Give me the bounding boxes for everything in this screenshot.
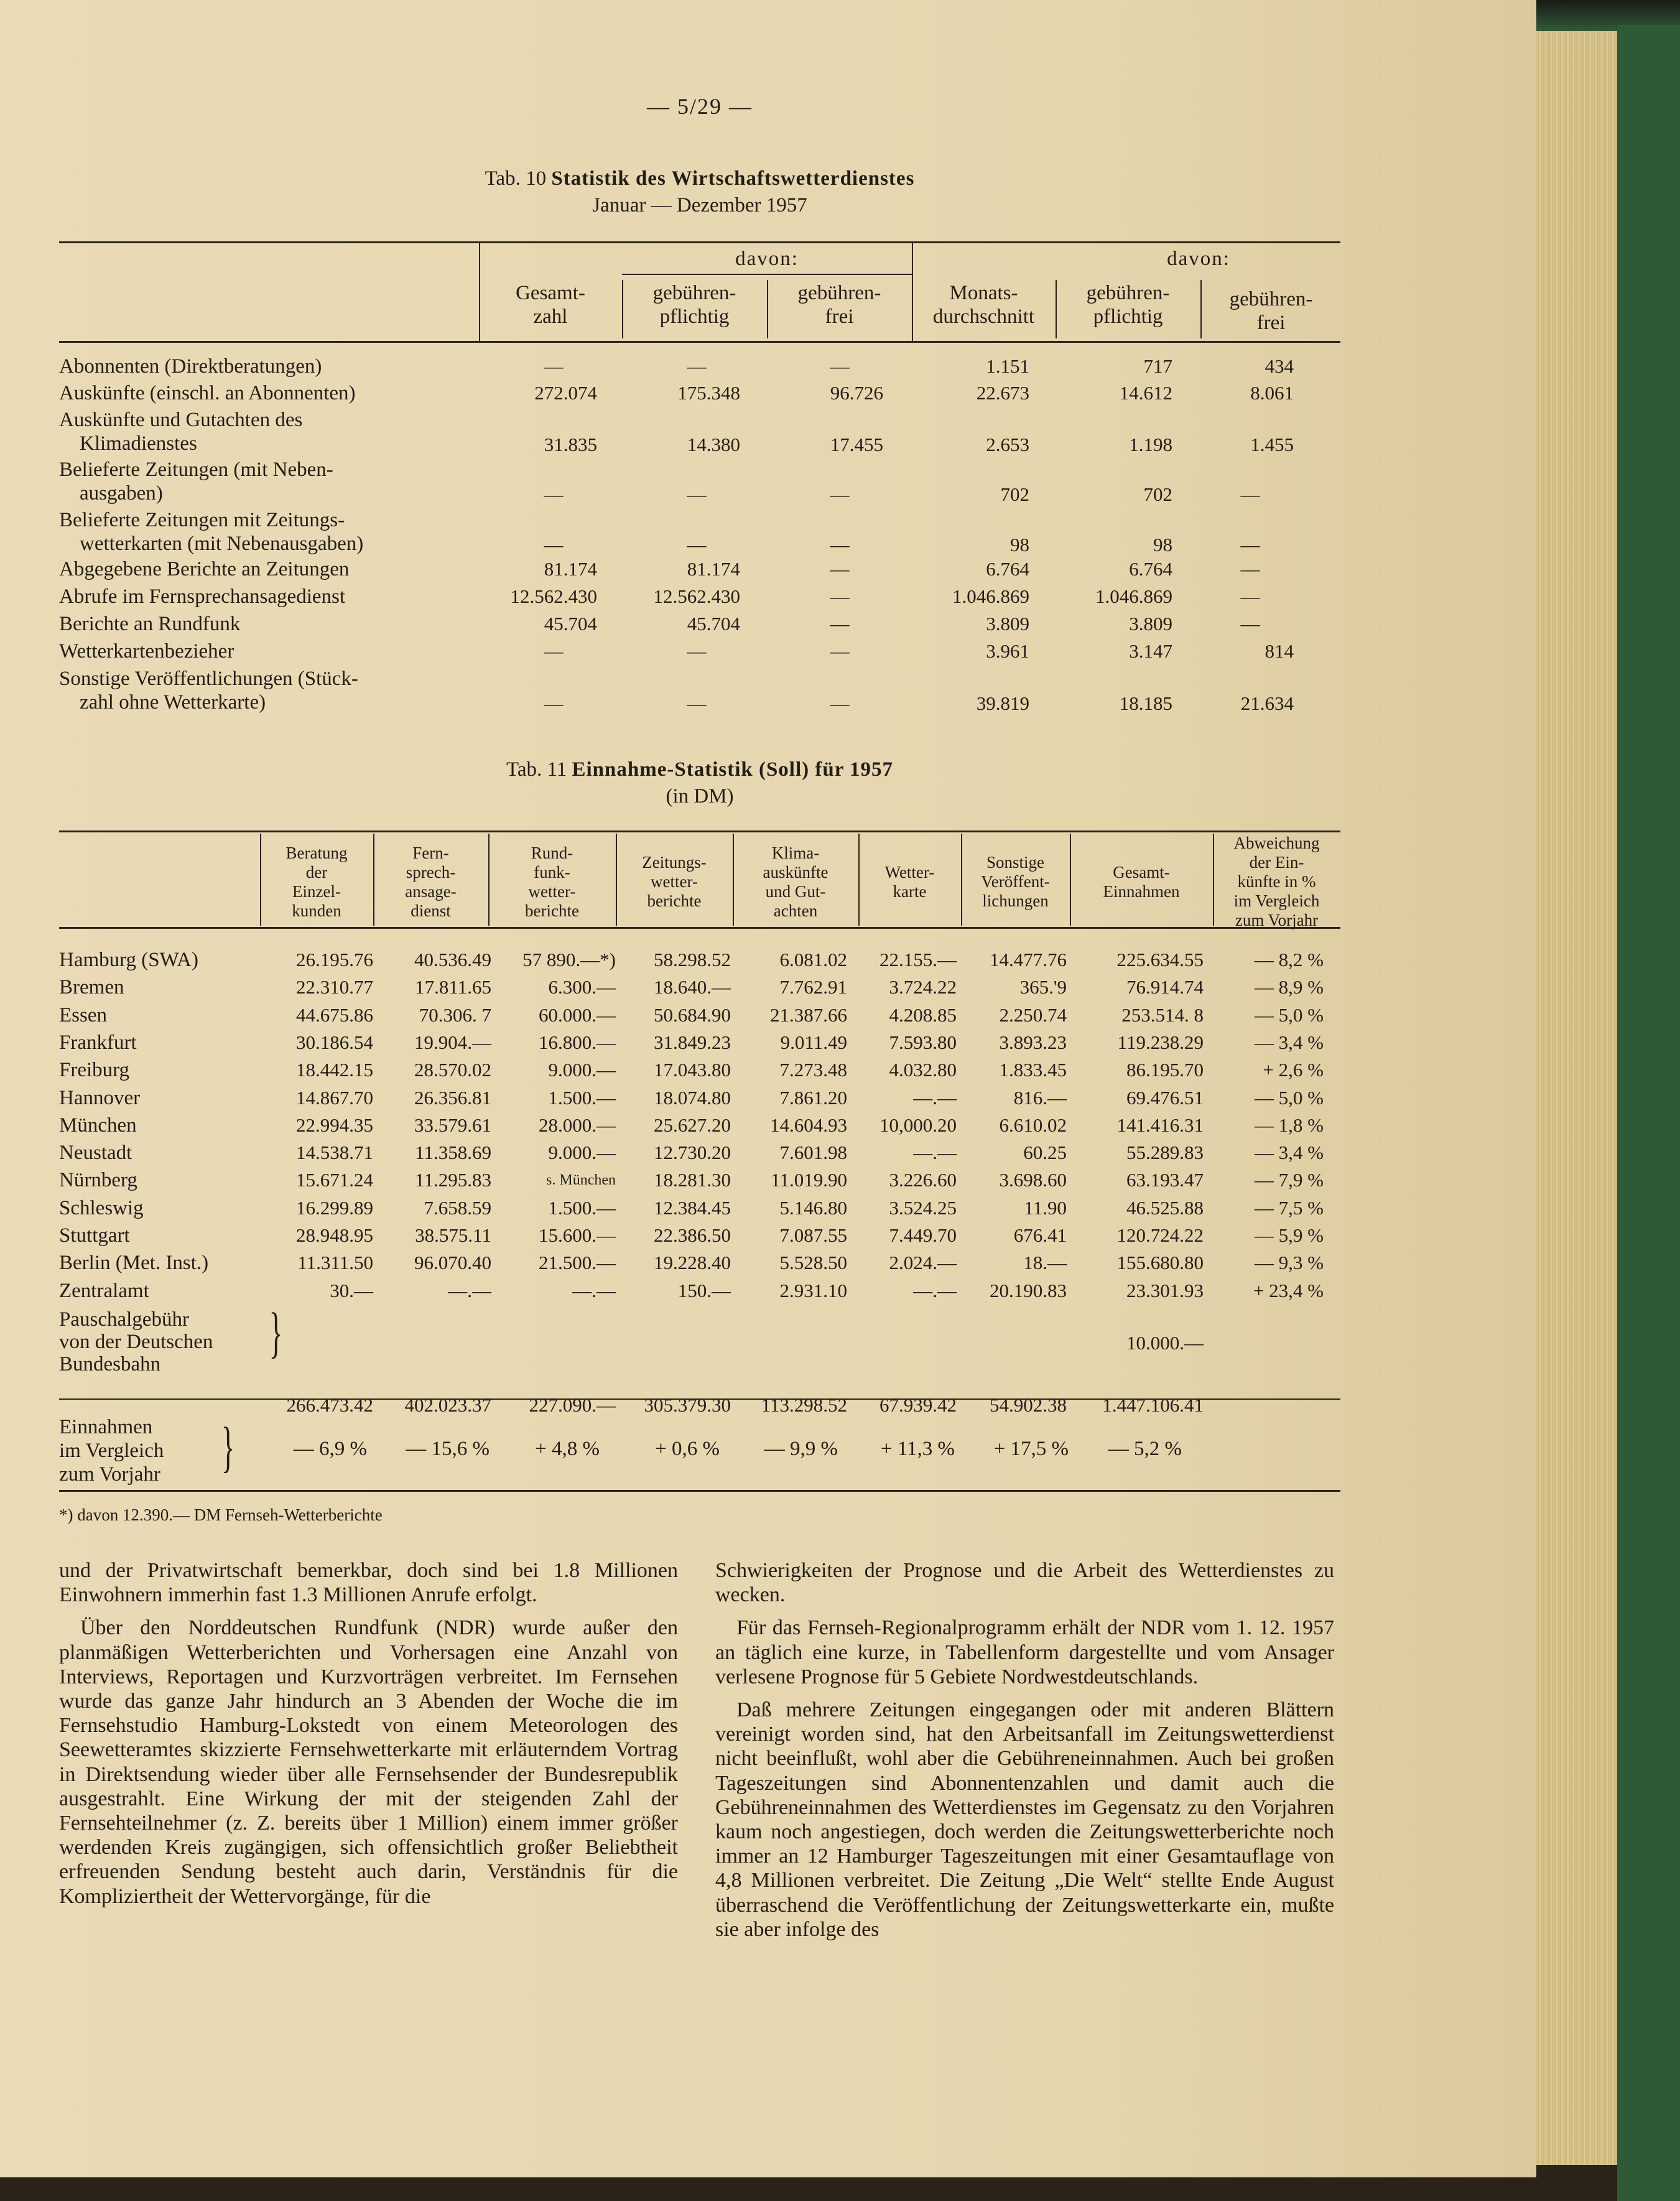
t11-compare-cell: — 9,9 % — [764, 1438, 838, 1460]
t11-cell: — 1,8 % — [1254, 1114, 1324, 1136]
t11-cell: 11.295.83 — [415, 1169, 491, 1191]
t11-total-cell: 54.902.38 — [990, 1394, 1067, 1416]
table11-total-rule — [59, 1398, 1340, 1400]
t11-total-cell: 1.447.106.41 — [1102, 1394, 1204, 1416]
t11-cell: 14.477.76 — [990, 949, 1067, 970]
t11-compare-cell: + 4,8 % — [535, 1438, 600, 1460]
t11-col-header: Klima- auskünfte und Gut- achten — [763, 843, 828, 920]
t10-davon-rule — [622, 274, 912, 275]
t10-cell: — — [544, 692, 564, 714]
t11-cell: 9.011.49 — [780, 1031, 847, 1053]
t10-cell: — — [544, 483, 564, 505]
t11-compare-label: Einnahmen — [59, 1416, 153, 1438]
t11-cell: —.— — [572, 1279, 616, 1301]
t10-cell: — — [1240, 534, 1260, 556]
t11-cell: 20.190.83 — [990, 1279, 1067, 1301]
t11-cell: 16.299.89 — [296, 1196, 373, 1219]
t11-cell: 11.311.50 — [297, 1252, 373, 1274]
t10-cell: 22.673 — [976, 382, 1029, 404]
t11-cell: 9.000.— — [548, 1059, 616, 1081]
brace-icon: } — [269, 1302, 283, 1364]
t11-pauschal-label: von der Deutschen — [59, 1331, 213, 1353]
t11-col-header: Gesamt- Einnahmen — [1103, 862, 1180, 901]
t10-cell: 175.348 — [677, 382, 740, 404]
t10-row-label: Sonstige Veröffentlichungen (Stück- zahl ohne Wetterkarte) — [59, 668, 358, 714]
t11-cell: 22.310.77 — [296, 976, 373, 998]
t11-cell: 14.867.70 — [296, 1086, 373, 1109]
t11-cell: 19.228.40 — [654, 1252, 731, 1274]
t11-cell: 1.833.45 — [999, 1059, 1067, 1081]
t11-cell: 7.273.48 — [779, 1059, 847, 1081]
t11-cell: + 23,4 % — [1253, 1279, 1324, 1301]
table10-top-rule — [59, 241, 1340, 243]
t11-cell: 3.226.60 — [889, 1169, 957, 1191]
t10-row-label: Abrufe im Fernsprechansagedienst — [59, 585, 346, 608]
t10-cell: — — [830, 692, 850, 714]
t11-cell: 10,000.20 — [879, 1114, 957, 1136]
t11-cell: s. München — [546, 1172, 616, 1189]
t11-cell: 11.90 — [1024, 1196, 1067, 1219]
t11-cell: 150.— — [677, 1279, 731, 1301]
t10-row-label: Abgegebene Berichte an Zeitungen — [59, 558, 350, 580]
t11-row-label: Hamburg (SWA) — [59, 949, 198, 971]
t11-cell: — 9,3 % — [1254, 1252, 1324, 1274]
t10-cell: 3.809 — [1129, 613, 1172, 635]
t11-cell: 44.675.86 — [296, 1003, 373, 1026]
t11-total-cell: 402.023.37 — [404, 1394, 491, 1416]
t11-cell: 15.600.— — [539, 1224, 616, 1246]
t11-cell: 5.146.80 — [779, 1196, 847, 1219]
t11-cell: 58.298.52 — [654, 949, 731, 970]
t11-cell: —.— — [913, 1142, 957, 1164]
t10-cell: 3.147 — [1129, 640, 1172, 662]
t11-cell: 18.074.80 — [654, 1086, 731, 1109]
t10-col-header: Gesamt- zahl — [516, 282, 585, 328]
t11-cell: 46.525.88 — [1126, 1196, 1204, 1219]
t11-cell: 60.25 — [1023, 1142, 1067, 1164]
t11-col-header: Sonstige Veröffent- lichungen — [981, 853, 1050, 910]
t11-col-header: Rund- funk- wetter- berichte — [525, 843, 579, 920]
t11-cell: 119.238.29 — [1117, 1031, 1204, 1053]
t10-col-header: Monats- durchschnitt — [932, 282, 1035, 328]
t10-cell: — — [830, 483, 850, 505]
table11-top-rule — [59, 831, 1340, 832]
t10-cell: — — [544, 355, 564, 377]
t11-compare-cell: — 6,9 % — [293, 1438, 367, 1460]
t11-cell: 141.416.31 — [1116, 1114, 1204, 1136]
t10-cell: 717 — [1143, 355, 1172, 377]
t11-cell: 3.893.23 — [999, 1031, 1067, 1053]
paragraph: und der Privatwirtschaft bemerkbar, doch sind bei 1.8 Millionen Einwohnern immerhin fast 1.3 Millionen Anrufe erfolgt. — [59, 1559, 678, 1607]
t11-cell: 40.536.49 — [414, 949, 491, 970]
t11-pauschal-label: Pauschalgebühr — [59, 1308, 189, 1331]
t10-cell: — — [687, 692, 707, 714]
table11-title: Einnahme-Statistik (Soll) für 1957 — [572, 758, 894, 781]
t11-col-header: Abweichung der Ein- künfte in % im Vergleich zum Vorjahr — [1233, 834, 1320, 929]
t10-cell: 1.046.869 — [1095, 585, 1172, 607]
t11-total-cell: 113.298.52 — [761, 1394, 847, 1416]
t10-cell: 2.653 — [986, 434, 1029, 455]
text-column-left — [59, 1558, 678, 1917]
t11-cell: + 2,6 % — [1263, 1059, 1324, 1081]
t10-cell: 702 — [1143, 483, 1172, 505]
text-column-right — [715, 1558, 1334, 1950]
table11-label: Tab. 11 — [506, 758, 567, 781]
table10-caption — [0, 165, 1399, 192]
t11-cell: 50.684.90 — [654, 1003, 731, 1026]
t11-row-label: Stuttgart — [59, 1224, 130, 1247]
t11-cell: 16.800.— — [539, 1031, 616, 1053]
t11-row-label: Zentralamt — [59, 1279, 149, 1302]
t11-cell: 15.671.24 — [296, 1169, 373, 1191]
t11-cell: 28.570.02 — [414, 1059, 491, 1081]
t11-cell: 3.524.25 — [889, 1196, 957, 1219]
page-edges — [1536, 31, 1617, 2165]
t10-cell: — — [1240, 558, 1260, 580]
t10-cell: 814 — [1265, 640, 1294, 662]
t11-total-cell: 266.473.42 — [286, 1394, 373, 1416]
t11-cell: 9.000.— — [548, 1142, 616, 1164]
t11-cell: 23.301.93 — [1126, 1279, 1204, 1301]
t11-cell: 22.386.50 — [654, 1224, 731, 1246]
t10-cell: 3.809 — [986, 613, 1029, 635]
t11-cell: 18.— — [1023, 1252, 1067, 1274]
t10-cell: 12.562.430 — [510, 585, 597, 607]
t11-cell: 17.043.80 — [654, 1059, 731, 1081]
t11-cell: 1.500.— — [548, 1086, 616, 1109]
t11-cell: — 3,4 % — [1254, 1142, 1324, 1164]
t11-cell: 31.849.23 — [654, 1031, 731, 1053]
t11-col-header: Beratung der Einzel- kunden — [285, 843, 348, 920]
t11-cell: 1.500.— — [548, 1196, 616, 1219]
t10-cell: — — [687, 483, 707, 505]
t10-cell: 45.704 — [687, 613, 740, 635]
t10-cell: 14.612 — [1119, 382, 1172, 404]
t10-davon-1: davon: — [735, 248, 799, 270]
t11-cell: 38.575.11 — [415, 1224, 491, 1246]
t11-cell: 7.861.20 — [779, 1086, 847, 1109]
t11-cell: 2.024.— — [889, 1252, 957, 1274]
t11-cell: 70.306. 7 — [419, 1003, 491, 1026]
t11-col-header: Wetter- karte — [884, 862, 935, 901]
t11-cell: 7.601.98 — [779, 1142, 847, 1164]
t11-row-label: Bremen — [59, 976, 124, 999]
t11-row-label: Hannover — [59, 1086, 141, 1109]
t10-cell: 39.819 — [976, 692, 1029, 714]
t10-cell: — — [687, 534, 707, 556]
t11-compare-label: im Vergleich — [59, 1440, 164, 1462]
t11-compare-cell: + 11,3 % — [880, 1438, 955, 1460]
t11-cell: 14.604.93 — [770, 1114, 847, 1136]
t11-total-cell: 227.090.— — [529, 1394, 616, 1416]
t11-row-label: Essen — [59, 1003, 107, 1026]
t11-cell: 86.195.70 — [1126, 1059, 1204, 1081]
paragraph: Daß mehrere Zeitungen eingegangen oder mit anderen Blättern vereinigt worden sind, hat den Arbeitsanfall im Zeitungswetterdienst nicht beeinflußt, wohl aber die Gebühreneinnahmen. Auch bei großen Tageszeitungen sind Abonnentenzahlen und damit auch die Gebühreneinnahmen des Wetterdienstes im Gegensatz zu den Vorjahren kaum noch angestiegen, doch werden die Zeitungswetterberichte noch immer an 12 Hamburger Tageszeitungen mit einer Gesamtauflage von 4,8 Millionen verbreitet. Die Zeitung „Die Welt“ stellte Ende August überraschend die Veröffentlichung der Zeitungswetterkarte ein, mußte sie aber infolge des — [715, 1698, 1334, 1941]
t11-cell: 225.634.55 — [1116, 949, 1204, 970]
t11-cell: 30.186.54 — [296, 1031, 373, 1053]
t11-total-cell: 67.939.42 — [879, 1394, 957, 1416]
t11-cell: 33.579.61 — [414, 1114, 491, 1136]
t10-cell: — — [830, 558, 850, 580]
t10-cell: 81.174 — [687, 558, 740, 580]
t10-cell: 272.074 — [534, 382, 597, 404]
t10-cell: — — [687, 640, 707, 662]
t11-cell: 7.593.80 — [889, 1031, 957, 1053]
t10-cell: 81.174 — [544, 558, 597, 580]
t11-pauschal-value: 10.000.— — [1126, 1332, 1204, 1354]
table11-subtitle: (in DM) — [666, 785, 734, 807]
table11-bottom-rule — [59, 1490, 1340, 1492]
t11-cell: 12.384.45 — [654, 1196, 731, 1219]
t11-cell: —.— — [448, 1279, 491, 1301]
t11-cell: 22.155.— — [879, 949, 957, 970]
t11-cell: 6.610.02 — [999, 1114, 1067, 1136]
t10-cell: 31.835 — [544, 434, 597, 455]
page-number: — 5/29 — — [646, 94, 753, 119]
t11-cell: 28.948.95 — [296, 1224, 373, 1246]
t11-row-label: Neustadt — [59, 1142, 132, 1165]
t10-cell: — — [830, 585, 850, 607]
t11-cell: 63.193.47 — [1126, 1169, 1204, 1191]
t10-cell: 1.455 — [1250, 434, 1294, 455]
t11-cell: 6.081.02 — [779, 949, 847, 970]
t10-cell: 45.704 — [544, 613, 597, 635]
t11-cell: 25.627.20 — [654, 1114, 731, 1136]
t10-col-header: gebühren- pflichtig — [1086, 282, 1170, 328]
t11-cell: 11.358.69 — [415, 1142, 491, 1164]
t11-pauschal-label: Bundesbahn — [59, 1353, 161, 1375]
t11-cell: 3.724.22 — [889, 976, 957, 998]
t11-cell: 253.514. 8 — [1121, 1003, 1204, 1026]
table10-header-rule — [59, 341, 1340, 343]
t11-cell: — 7,9 % — [1254, 1169, 1324, 1191]
t10-row-label: Abonnenten (Direktberatungen) — [59, 355, 322, 378]
t10-row-label: Auskünfte und Gutachten des Klimadienstes — [59, 409, 303, 455]
t11-cell: 6.300.— — [548, 976, 616, 998]
table11-caption — [0, 756, 1399, 783]
t10-cell: — — [830, 534, 850, 556]
table11-footnote: *) davon 12.390.— DM Fernseh-Wetterberichte — [59, 1505, 383, 1524]
t11-cell: — 5,0 % — [1254, 1086, 1324, 1109]
t10-cell: 1.198 — [1129, 434, 1172, 455]
t11-cell: — 5,0 % — [1254, 1003, 1324, 1026]
t10-cell: 1.046.869 — [952, 585, 1029, 607]
t11-cell: 19.904.— — [414, 1031, 491, 1053]
t11-cell: 57 890.—*) — [522, 949, 616, 970]
t11-cell: — 7,5 % — [1254, 1196, 1324, 1219]
t11-compare-cell: — 5,2 % — [1108, 1438, 1182, 1460]
paragraph: Über den Norddeutschen Rundfunk (NDR) wurde außer den planmäßigen Wetterberichten und Vorhersagen eine Anzahl von Interviews, Reportagen und Kurzvorträgen verbreitet. Im Fernsehen wurde das ganze Jahr hindurch an 3 Abenden der Woche die im Fernsehstudio Hamburg-Lokstedt von einem Meteorologen des Seewetteramtes skizzierte Fernsehwetterkarte mit erläuterndem Vortrag in Direktsendung wieder über alle Fernsehsender der Bundesrepublik ausgestrahlt. Eine Wirkung der mit der steigenden Zahl der Fernsehteilnehmer (z. Z. bereits über 1 Million) einem immer größer werdenden Kreis zugängigen, sich offensichtlich großer Beliebtheit erfreuenden Sendung besteht auch darin, Verständnis für die Kompliziertheit der Wettervorgänge, für die — [59, 1616, 678, 1908]
t11-cell: 12.730.20 — [654, 1142, 731, 1164]
t11-cell: 18.640.— — [654, 976, 731, 998]
t11-cell: —.— — [913, 1086, 957, 1109]
t11-cell: 365.'9 — [1019, 976, 1067, 998]
t10-row-label: Auskünfte (einschl. an Abonnenten) — [59, 382, 356, 404]
brace-icon: } — [221, 1417, 235, 1478]
t11-cell: 4.032.80 — [889, 1059, 957, 1081]
t10-cell: — — [687, 355, 707, 377]
t10-davon-2: davon: — [1167, 248, 1230, 270]
paragraph: Schwierigkeiten der Prognose und die Arbeit des Wetterdienstes zu wecken. — [715, 1559, 1334, 1607]
t11-cell: 17.811.65 — [415, 976, 491, 998]
table10-title: Statistik des Wirtschaftswetterdienstes — [551, 167, 915, 190]
t10-col-header: gebühren- pflichtig — [652, 282, 736, 328]
t11-compare-cell: — 15,6 % — [406, 1438, 490, 1460]
paragraph: Für das Fernseh-Regionalprogramm erhält der NDR vom 1. 12. 1957 an täglich eine kurze, in Tabellenform dargestellte und vom Ansager verlesene Prognose für 5 Gebiete Nordwestdeutschlands. — [715, 1616, 1334, 1688]
t11-cell: 4.208.85 — [889, 1003, 957, 1026]
t11-cell: 7.762.91 — [779, 976, 847, 998]
book-cover — [1617, 25, 1680, 2201]
t11-cell: 76.914.74 — [1126, 976, 1204, 998]
t10-cell: — — [1240, 585, 1260, 607]
t11-cell: 14.538.71 — [296, 1142, 373, 1164]
t11-row-label: Nürnberg — [59, 1169, 137, 1192]
t11-cell: 816.— — [1013, 1086, 1067, 1109]
t10-col-header: gebühren- frei — [1229, 288, 1313, 334]
t11-cell: —.— — [913, 1279, 957, 1301]
t11-row-label: Freiburg — [59, 1059, 130, 1082]
t11-cell: — 8,2 % — [1254, 949, 1324, 970]
t11-row-label: Schleswig — [59, 1196, 144, 1219]
t10-cell: 3.961 — [986, 640, 1029, 662]
table11-header-rule — [59, 927, 1340, 929]
t11-col-header: Zeitungs- wetter- berichte — [642, 853, 707, 910]
t11-cell: 69.476.51 — [1126, 1086, 1204, 1109]
t10-col-header: gebühren- frei — [797, 282, 881, 328]
t10-cell: — — [544, 534, 564, 556]
t11-cell: 18.281.30 — [654, 1169, 731, 1191]
t10-cell: 14.380 — [687, 434, 740, 455]
t11-cell: 26.356.81 — [414, 1086, 491, 1109]
t10-cell: 702 — [1000, 483, 1029, 505]
t11-row-label: Frankfurt — [59, 1031, 137, 1054]
t10-cell: 1.151 — [986, 355, 1029, 377]
t10-cell: — — [544, 640, 564, 662]
t10-cell: 6.764 — [986, 558, 1029, 580]
t11-total-cell: 305.379.30 — [644, 1394, 731, 1416]
t11-cell: — 5,9 % — [1254, 1224, 1324, 1246]
t11-row-label: Berlin (Met. Inst.) — [59, 1252, 209, 1275]
t11-cell: 22.994.35 — [296, 1114, 373, 1136]
t10-cell: 12.562.430 — [653, 585, 740, 607]
t11-compare-cell: + 17,5 % — [993, 1438, 1069, 1460]
table10-label: Tab. 10 — [485, 167, 547, 190]
t11-cell: 2.931.10 — [779, 1279, 847, 1301]
t11-cell: 3.698.60 — [999, 1169, 1067, 1191]
t11-compare-label: zum Vorjahr — [59, 1463, 160, 1486]
t11-cell: 11.019.90 — [771, 1169, 847, 1191]
t11-cell: 676.41 — [1013, 1224, 1067, 1246]
t11-cell: — 8,9 % — [1254, 976, 1324, 998]
t11-cell: 96.070.40 — [414, 1252, 491, 1274]
t10-cell: 98 — [1010, 534, 1029, 556]
t10-row-label: Belieferte Zeitungen (mit Neben- ausgaben) — [59, 458, 333, 505]
t10-cell: — — [830, 640, 850, 662]
table10-subtitle: Januar — Dezember 1957 — [592, 194, 807, 216]
t10-cell: — — [1240, 483, 1260, 505]
t11-cell: 55.289.83 — [1126, 1142, 1204, 1164]
t11-cell: 21.500.— — [539, 1252, 616, 1274]
t10-cell: 98 — [1153, 534, 1172, 556]
t11-row-label: München — [59, 1114, 137, 1137]
t10-cell: — — [830, 613, 850, 635]
t10-cell: 6.764 — [1129, 558, 1172, 580]
t10-cell: 21.634 — [1240, 692, 1294, 714]
t10-cell: 96.726 — [830, 382, 883, 404]
t11-cell: 7.449.70 — [889, 1224, 957, 1246]
t10-row-label: Belieferte Zeitungen mit Zeitungs- wetterkarten (mit Nebenausgaben) — [59, 509, 364, 555]
t10-cell: — — [830, 355, 850, 377]
t10-cell: 17.455 — [830, 434, 883, 455]
t11-cell: 21.387.66 — [770, 1003, 847, 1026]
t11-cell: 2.250.74 — [999, 1003, 1067, 1026]
t11-cell: 7.087.55 — [779, 1224, 847, 1246]
t11-cell: 28.000.— — [539, 1114, 616, 1136]
t11-cell: — 3,4 % — [1254, 1031, 1324, 1053]
t10-row-label: Wetterkartenbezieher — [59, 640, 234, 663]
t10-cell: 18.185 — [1119, 692, 1172, 714]
t11-cell: 155.680.80 — [1116, 1252, 1204, 1274]
t11-col-header: Fern- sprech- ansage- dienst — [405, 843, 457, 920]
t11-cell: 120.724.22 — [1116, 1224, 1204, 1246]
t10-cell: 434 — [1265, 355, 1294, 377]
t10-cell: — — [1240, 613, 1260, 635]
t11-cell: 26.195.76 — [296, 949, 373, 970]
t11-cell: 7.658.59 — [424, 1196, 491, 1219]
t11-compare-cell: + 0,6 % — [655, 1438, 720, 1460]
t11-cell: 60.000.— — [539, 1003, 616, 1026]
t11-cell: 18.442.15 — [296, 1059, 373, 1081]
t10-row-label: Berichte an Rundfunk — [59, 613, 241, 635]
t10-cell: 8.061 — [1250, 382, 1294, 404]
t11-cell: 30.— — [330, 1279, 373, 1301]
t11-cell: 5.528.50 — [779, 1252, 847, 1274]
